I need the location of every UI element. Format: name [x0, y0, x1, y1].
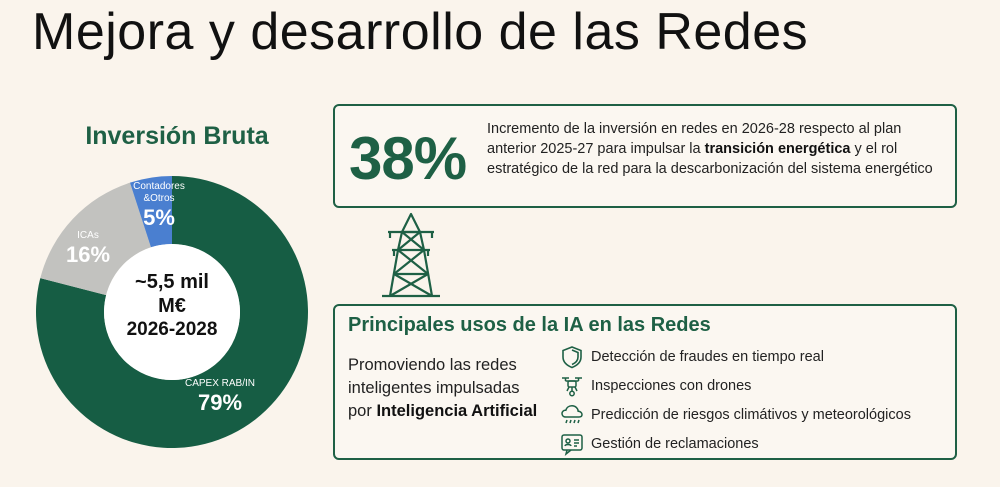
segment-name-icas: ICAs [77, 230, 99, 241]
increase-text-part1: Incremento de la inversión en redes en 2026-28 respecto al plan anterior 2025-27 para impulsar la [487, 121, 902, 157]
investment-increase-box [333, 104, 957, 208]
donut-center-unit: M€ [158, 295, 186, 317]
donut-center-period: 2026-2028 [126, 319, 218, 340]
segment-value-otros: 5% [143, 205, 175, 230]
shield-icon [559, 344, 585, 370]
ai-intro-text: Promoviendo las redes inteligentes impulsadas por [348, 356, 520, 420]
donut-center [106, 270, 238, 342]
list-item [559, 371, 911, 400]
increase-text-part2: y el rol estratégico de la red para la descarbonización del sistema energético [487, 141, 933, 177]
donut-center-amount: ~5,5 mil [135, 271, 209, 293]
use-label-fraud: Detección de fraudes en tiempo real [591, 348, 824, 365]
power-tower-icon [378, 212, 444, 298]
list-item [559, 342, 911, 371]
ai-uses-title: Principales usos de la IA en las Redes [348, 314, 711, 336]
list-item [559, 429, 911, 458]
cloud-rain-icon [559, 402, 585, 428]
segment-label-capex [175, 378, 265, 416]
list-item [559, 400, 911, 429]
use-label-complaints: Gestión de reclamaciones [591, 435, 759, 452]
ai-uses-intro [348, 354, 543, 423]
segment-name-capex: CAPEX RAB/IN [184, 378, 256, 389]
ai-uses-box [333, 304, 957, 460]
donut-title: Inversión Bruta [85, 122, 269, 150]
drone-icon [559, 373, 585, 399]
page-title: Mejora y desarrollo de las Redes [32, 3, 809, 61]
complaints-icon [559, 431, 585, 457]
segment-name-otros: Contadores &Otros [133, 181, 185, 204]
ai-uses-list [559, 342, 911, 458]
segment-label-otros [126, 181, 192, 231]
increase-text-bold: transición energética [704, 141, 851, 157]
ai-intro-bold: Inteligencia Artificial [376, 402, 538, 420]
segment-value-capex: 79% [197, 390, 243, 415]
segment-value-icas: 16% [65, 242, 111, 267]
use-label-weather: Predicción de riesgos climátivos y meteorológicos [591, 406, 911, 423]
segment-label-icas [58, 230, 118, 268]
increase-description [487, 119, 937, 179]
increase-percentage: 38% [349, 125, 467, 192]
use-label-drones: Inspecciones con drones [591, 377, 752, 394]
